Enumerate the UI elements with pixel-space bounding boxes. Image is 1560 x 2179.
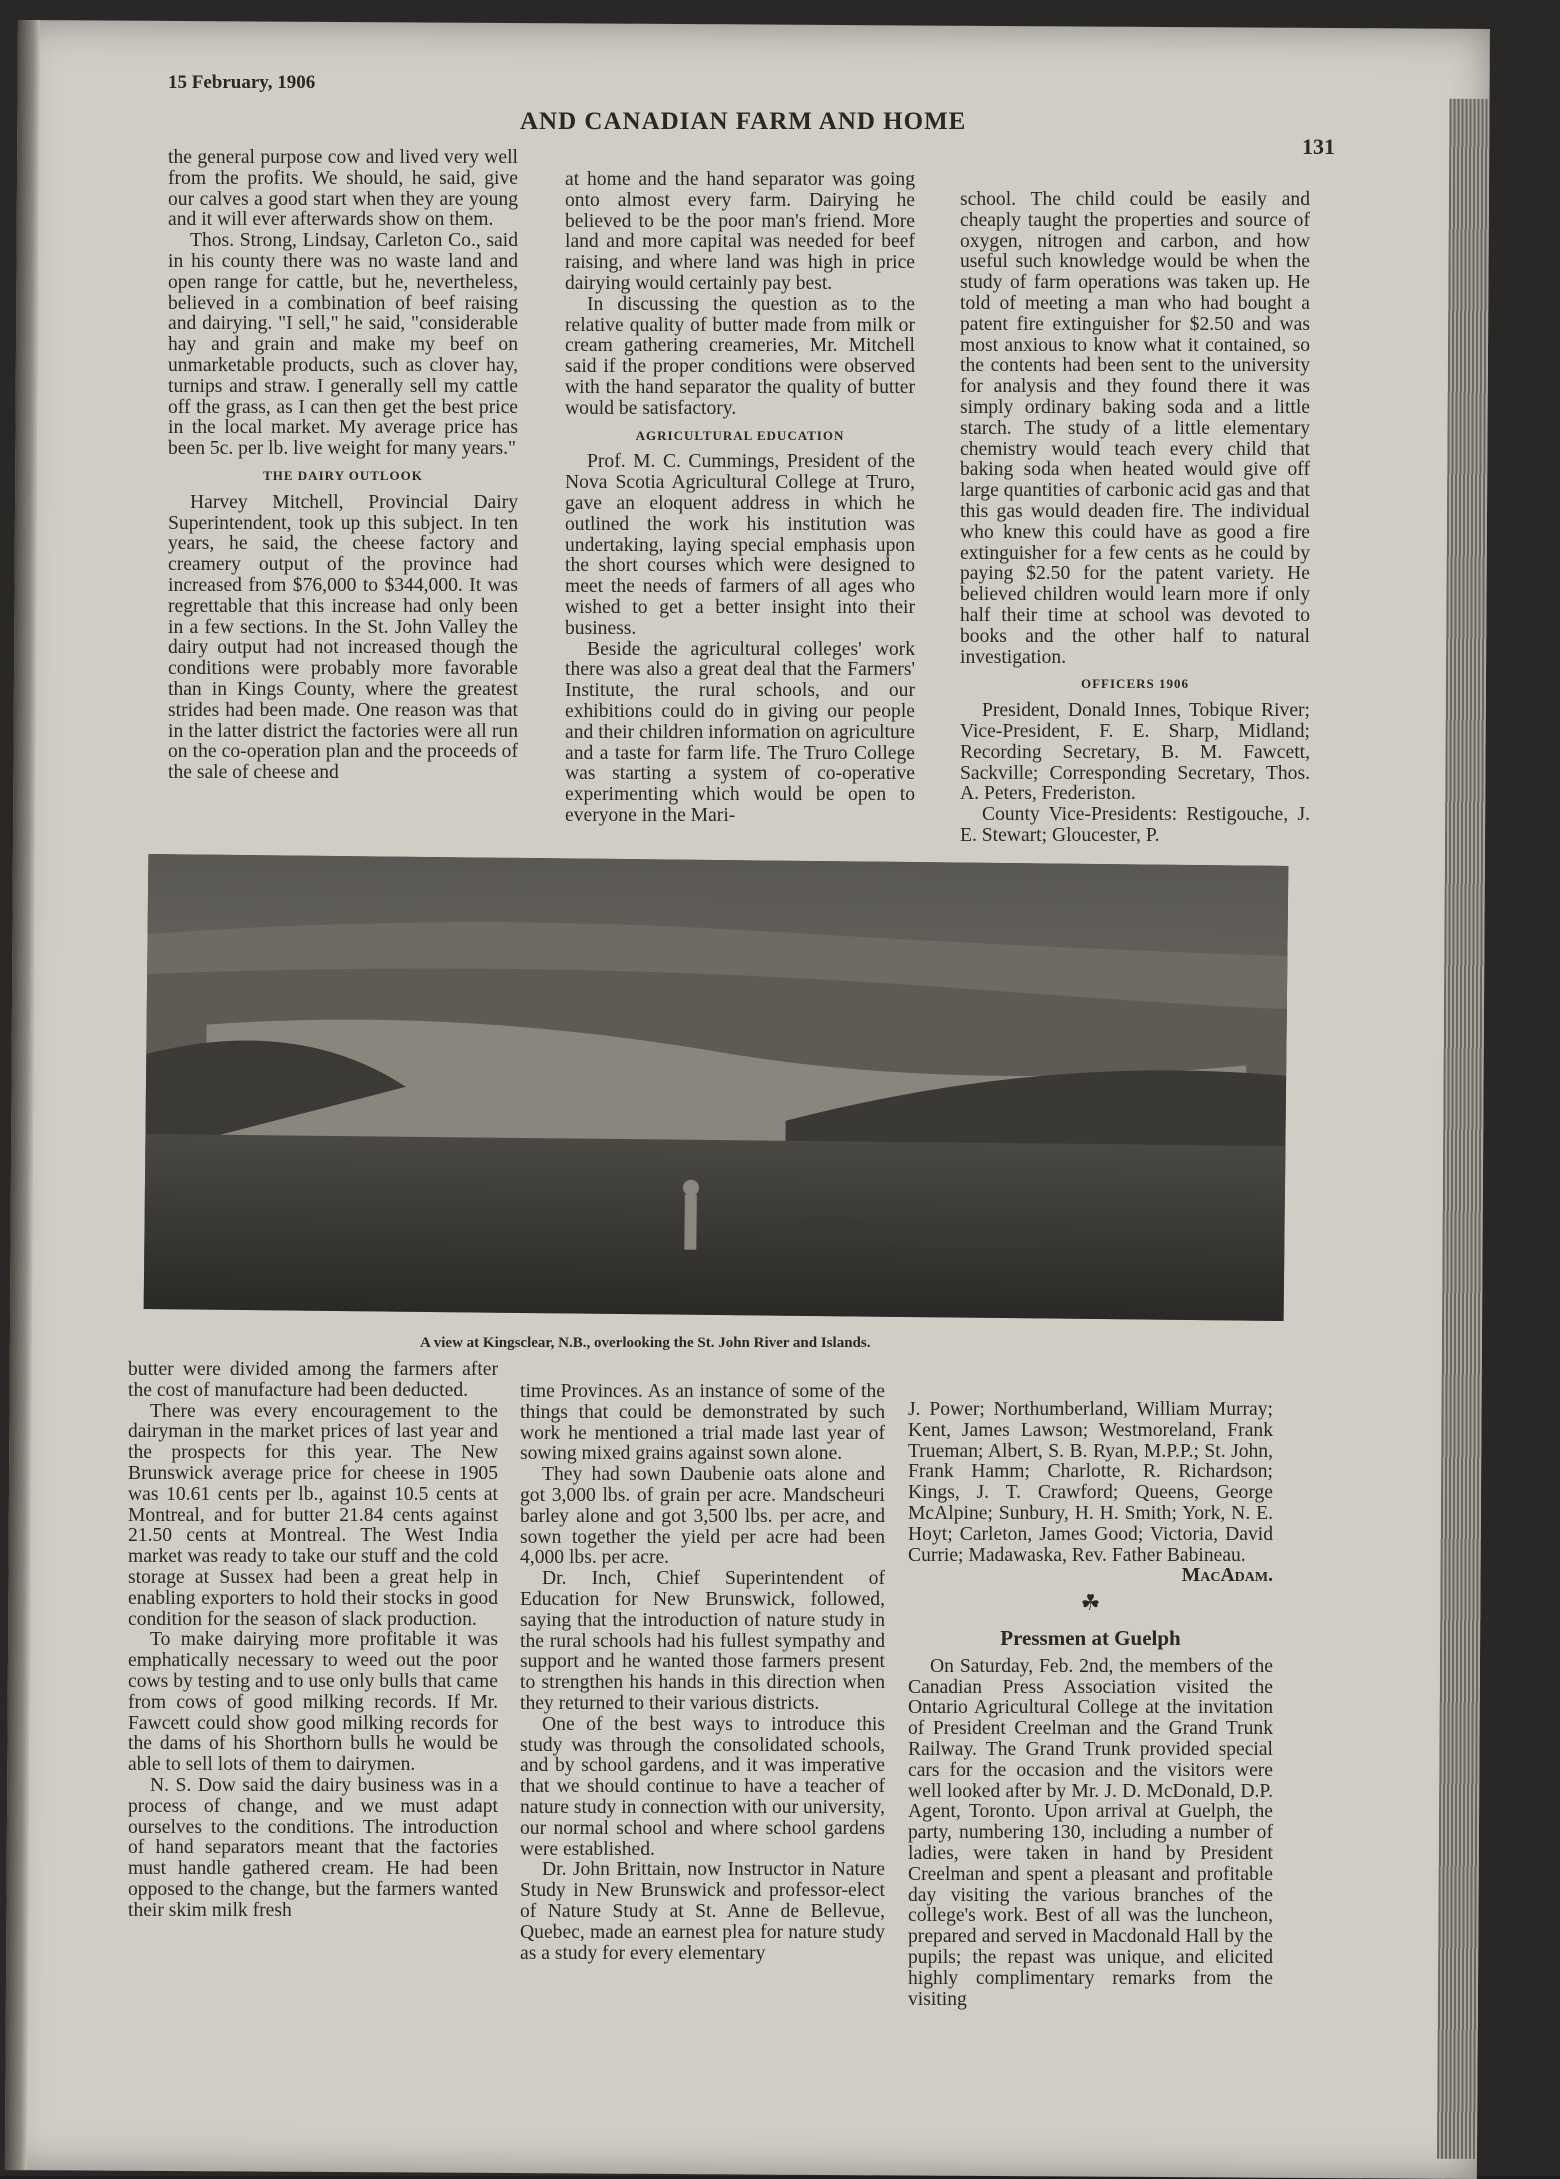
author-signature: MacAdam. <box>1181 1565 1273 1587</box>
article-heading: Pressmen at Guelph <box>1000 1625 1181 1650</box>
paragraph: Thos. Strong, Lindsay, Carleton Co., said in his county there was no waste land and open range for cattle, but he, nevertheless, believed in a combination of beef raising and dairying. "I sell," he said, "considerable hay and grain and make my beef on unmarketable products, such as clover hay, turnips and straw. I generally sell my cattle off the grass, as I can then get the best price in the local market. My average price has been 5c. per lb. live weight for many years." <box>168 230 518 460</box>
paragraph: To make dairying more profitable it was emphatically necessary to weed out the poor cows by testing and to use only bulls that came from cows of good milking records. If Mr. Fawcett could show good milking records for the dams of his Shorthorn bulls he would be able to sell lots of them to dairymen. <box>128 1629 498 1776</box>
paragraph: They had sown Daubenie oats alone and got 3,000 lbs. of grain per acre. Mandscheuri barley alone and got 3,500 lbs. per acre, and sown together the yield per acre had been 4,000 lbs. per acre. <box>520 1464 885 1569</box>
section-subhead: AGRICULTURAL EDUCATION <box>635 427 845 443</box>
landscape-photo <box>144 854 1289 1321</box>
paragraph: school. The child could be easily and cheaply taught the properties and source of oxygen, nitrogen and carbon, and how useful such knowledge would be when the study of farm operations was taken up. He told of meeting a man who had bought a patent fire extinguisher for $2.50 and was most anxious to know what it contained, so the contents had been sent to the university for analysis and they found there it was simply ordinary baking soda and a little starch. The study of a little elementary chemistry would teach every child that baking soda when heated would give off large quantities of carbonic acid gas and that this gas would deaden fire. The individual who knew this could have as good a fire extinguisher for a few cents as he could by paying $2.50 for the patent variety. He believed children would learn more if only half their time at school was devoted to books and the other half to natural investigation. <box>960 189 1310 668</box>
paragraph: Dr. Inch, Chief Superintendent of Education for New Brunswick, followed, saying that the introduction of nature study in the rural schools had his fullest sympathy and support and he wanted those farmers present to strengthen his hands in this direction when they returned to their various districts. <box>520 1568 885 1714</box>
paragraph: President, Donald Innes, Tobique River; Vice-President, F. E. Sharp, Midland; Recording Secretary, B. M. Fawcett, Sackville; Corresponding Secretary, Thos. A. Peters, Frederiston. <box>960 700 1310 805</box>
column-3 <box>960 190 1310 847</box>
header-title: AND CANADIAN FARM AND HOME <box>520 108 967 135</box>
paragraph: at home and the hand separator was going onto almost every farm. Dairying he believed to be the poor man's friend. More land and more capital was needed for beef raising, and where land was high in price dairying would certainly pay best. <box>565 169 915 294</box>
paragraph: Prof. M. C. Cummings, President of the Nova Scotia Agricultural College at Truro, gave an eloquent address in which he outlined the work his institution was undertaking, laying special emphasis upon the short courses which were designed to meet the needs of farmers of all ages who wished to get a better insight into their business. <box>565 451 915 639</box>
paragraph: One of the best ways to introduce this study was through the consolidated schools, and by school gardens, and it was imperative that we should continue to have a teacher of nature study in connection with our university, our normal school and where school gardens were established. <box>520 1713 885 1860</box>
photo-caption: A view at Kingsclear, N.B., overlooking the St. John River and Islands. <box>420 1335 871 1351</box>
book-spine <box>5 20 40 2170</box>
paragraph: Dr. John Brittain, now Instructor in Nature Study in New Brunswick and professor-elect of Nature Study at St. Anne de Bellevue, Quebec, made an earnest plea for nature study as a study for every elementary <box>520 1859 885 1964</box>
paragraph: butter were divided among the farmers after the cost of manufacture had been deducted. <box>128 1359 498 1401</box>
section-subhead: THE DAIRY OUTLOOK <box>263 467 423 483</box>
paragraph: In discussing the question as to the relative quality of butter made from milk or cream gathering creameries, Mr. Mitchell said if the proper conditions were observed with the hand separator the quality of butter would be satisfactory. <box>565 293 915 419</box>
ornament-icon: ☘ <box>1080 1590 1101 1616</box>
page-edges <box>1437 99 1490 2159</box>
column-4 <box>128 1360 498 1922</box>
paragraph: On Saturday, Feb. 2nd, the members of the Canadian Press Association visited the Ontario Agricultural College at the invitation of President Creelman and the Grand Trunk Railway. The Grand Trunk provided special cars for the occasion and the visitors were well looked after by Mr. J. D. McDonald, D.P. Agent, Toronto. Upon arrival at Guelph, the party, numbering 130, including a number of ladies, were taken in hand by President Creelman and spent a pleasant and profitable day visiting the various branches of the college's work. Best of all was the luncheon, prepared and served in Macdonald Hall by the pupils; the repast was unique, and elicited highly complimentary remarks from the visiting <box>908 1655 1273 2010</box>
paragraph: J. Power; Northumberland, William Murray; Kent, James Lawson; Westmoreland, Frank Trueman; Albert, S. B. Ryan, M.P.P.; St. John, Frank Hamm; Charlotte, R. Richardson; Kings, J. T. Crawford; Queens, George McAlpine; Sunbury, H. H. Smith; York, N. E. Hoyt; Carleton, James Good; Victoria, David Currie; Madawaska, Rev. Father Babineau. <box>908 1399 1273 1566</box>
photo-illustration <box>144 854 1289 1321</box>
page-number: 131 <box>1302 134 1335 159</box>
column-2 <box>565 170 915 827</box>
paragraph: the general purpose cow and lived very well from the profits. We should, he said, give our calves a good start when they are young and it will ever afterwards show on them. <box>168 147 518 231</box>
column-5 <box>520 1382 885 1964</box>
column-6 <box>908 1400 1273 2010</box>
paragraph: time Provinces. As an instance of some of the things that could be demonstrated by such work he mentioned a trial made last year of sowing mixed grains against sown alone. <box>520 1381 885 1465</box>
paragraph: County Vice-Presidents: Restigouche, J. E. Stewart; Gloucester, P. <box>960 804 1310 846</box>
column-1 <box>168 148 518 784</box>
paragraph: N. S. Dow said the dairy business was in a process of change, and we must adapt ourselves to the conditions. The introduction of hand separators meant that the factories must handle gathered cream. He had been opposed to the change, but the farmers wanted their skim milk fresh <box>128 1774 498 1921</box>
paragraph: Beside the agricultural colleges' work there was also a great deal that the Farmers' Institute, the rural schools, and our exhibitions could do in giving our people and their children information on agriculture and a taste for farm life. The Truro College was starting a system of co-operative experimenting which would be open to everyone in the Mari- <box>565 638 915 826</box>
paragraph: There was every encouragement to the dairyman in the market prices of last year and the prospects for this year. The New Brunswick average price for cheese in 1905 was 10.61 cents per lb., against 10.5 cents at Montreal, and for butter 21.84 cents against 21.50 cents at Montreal. The West India market was ready to take our stuff and the cold storage at Sussex had been a great help in enabling exporters to hold their stocks in good condition for the season of slack production. <box>128 1400 498 1630</box>
header-date: 15 February, 1906 <box>168 72 316 93</box>
section-subhead: OFFICERS 1906 <box>1081 676 1189 692</box>
paragraph: Harvey Mitchell, Provincial Dairy Superintendent, took up this subject. In ten years, he said, the cheese factory and creamery output of the province had increased from $76,000 to $344,000. It was regrettable that this increase had only been in a few sections. In the St. John Valley the dairy output had not increased though the conditions were probably more favorable than in Kings County, where the greatest strides had been made. One reason was that in the latter district the factories were all run on the co-operation plan and the proceeds of the sale of cheese and <box>168 491 518 784</box>
